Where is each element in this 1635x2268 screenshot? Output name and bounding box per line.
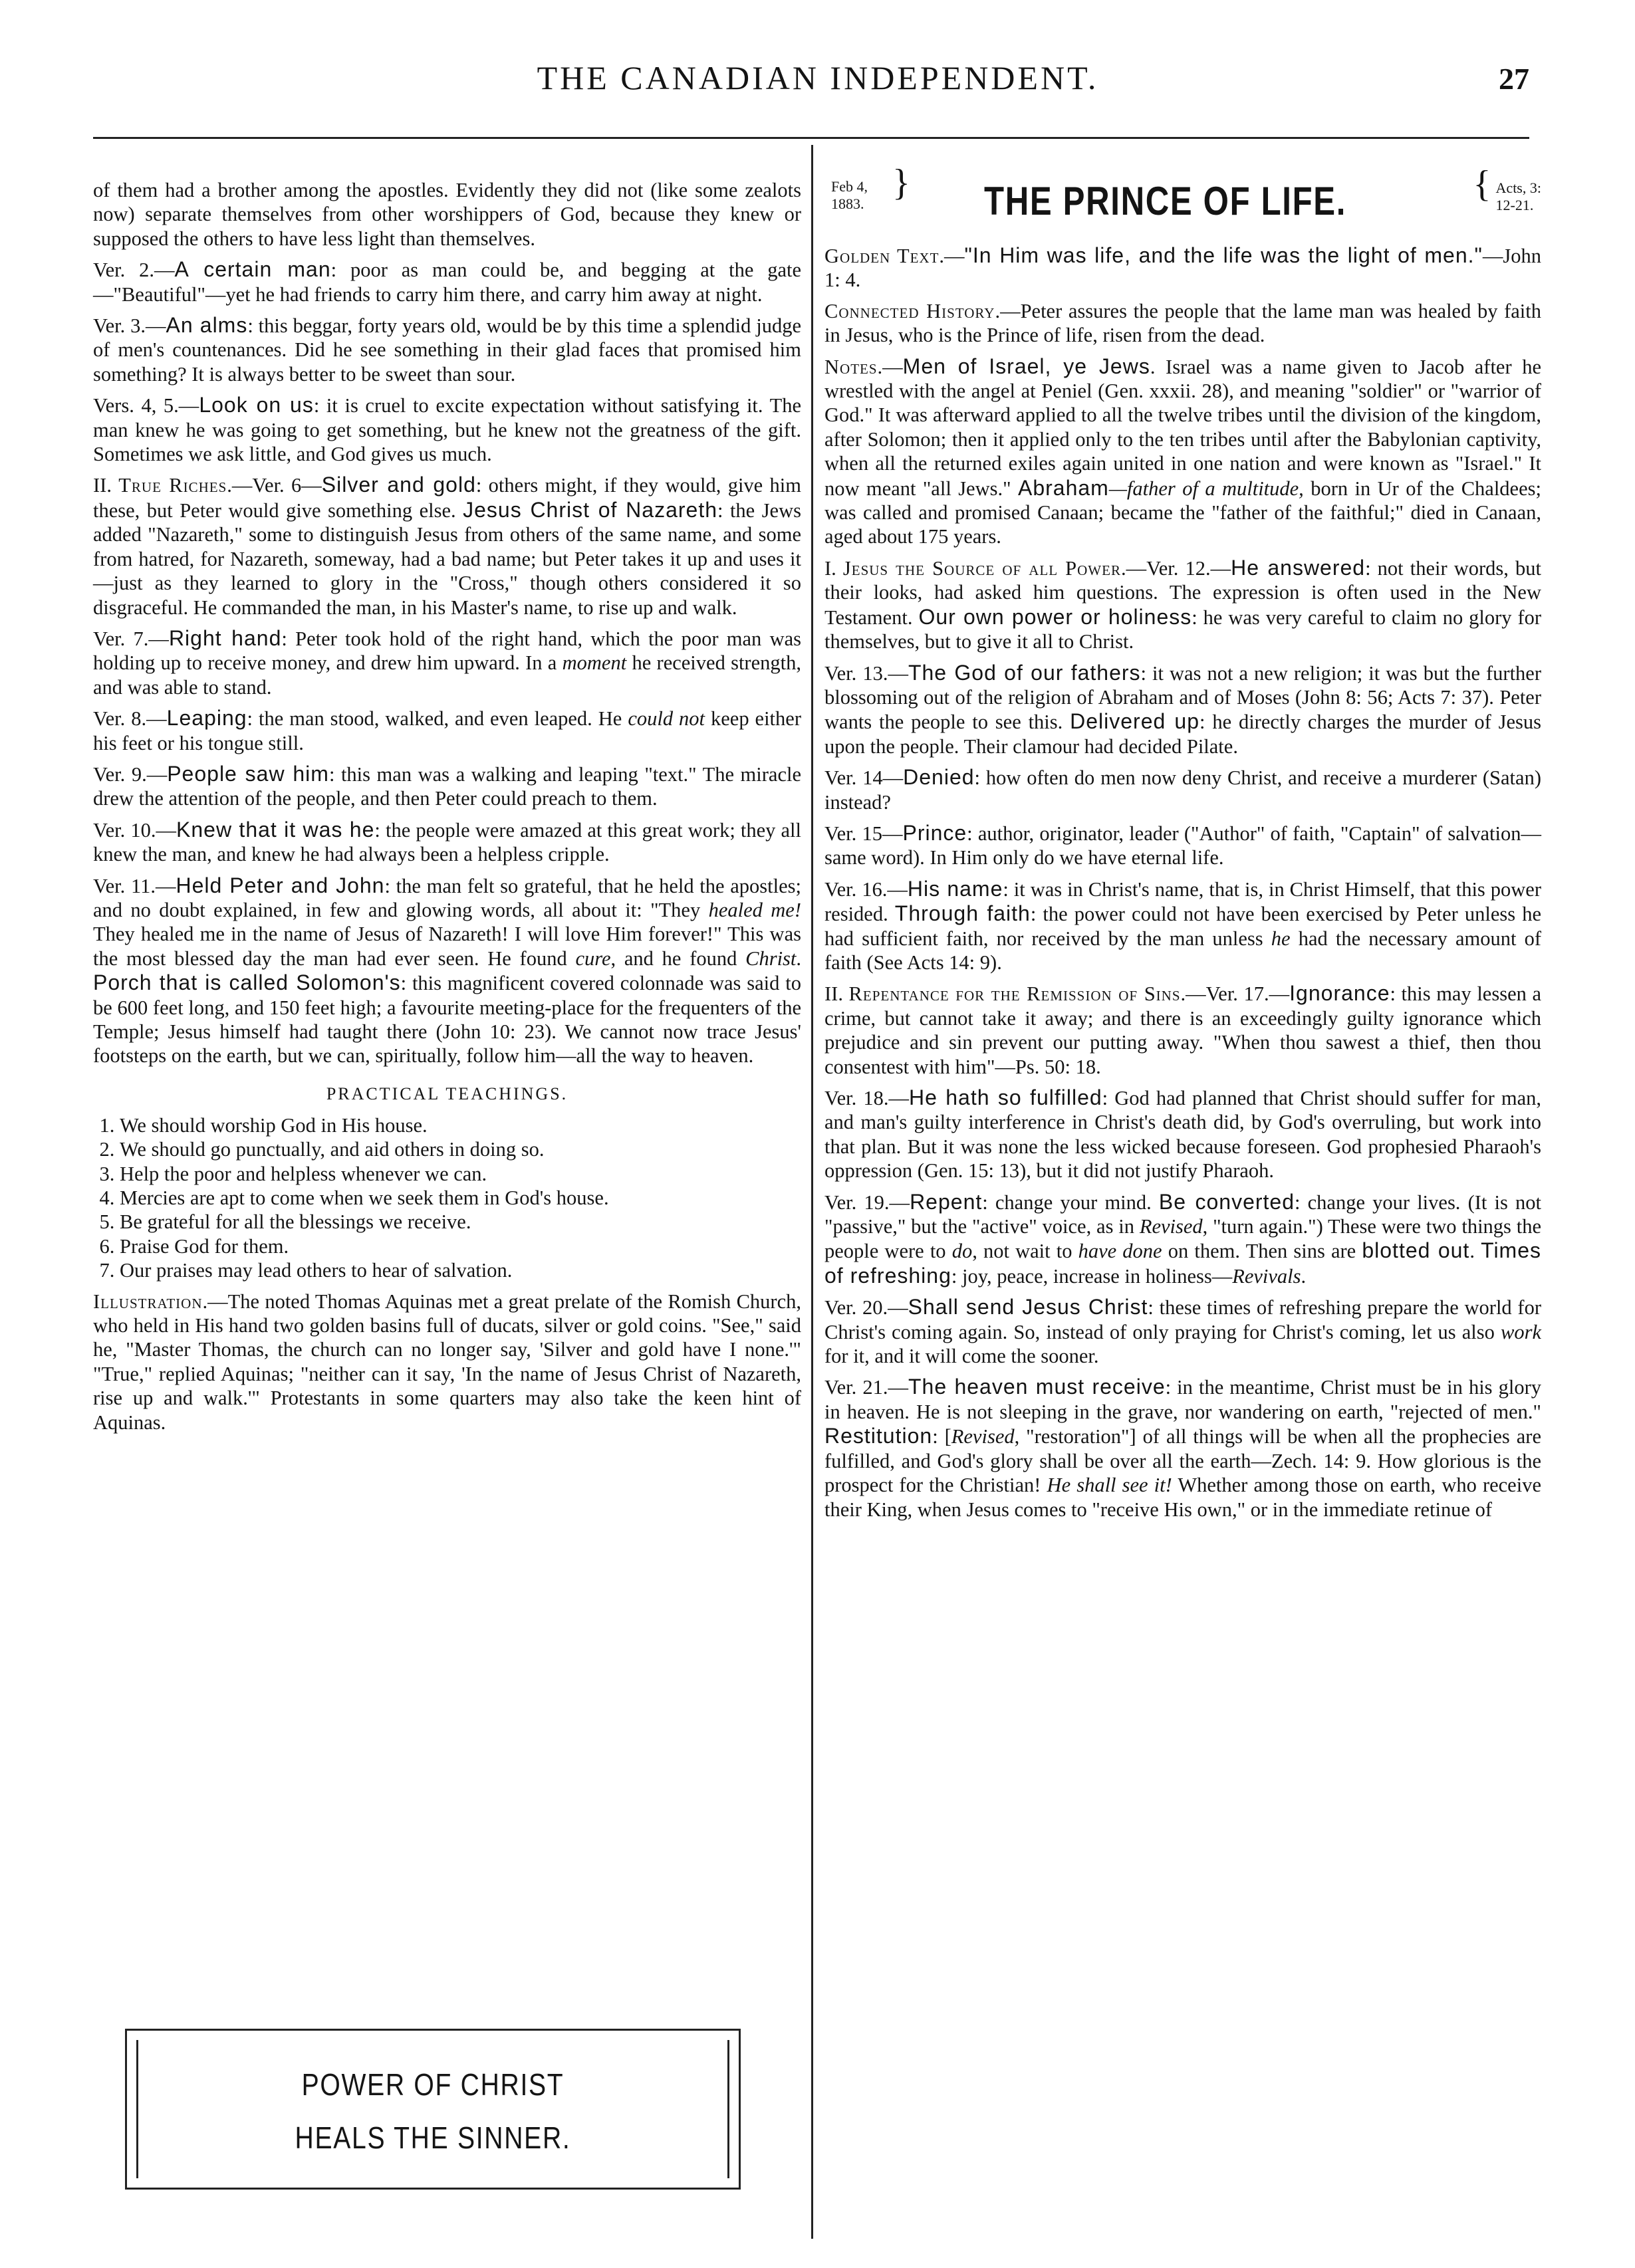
paragraph: Ver. 2.—A certain man: poor as man could be, and begging at the gate—"Beautiful"—yet he had friends to carry him there, and carry him away at night. [93, 257, 802, 306]
paragraph: Ver. 15—Prince: author, originator, leader ("Author" of faith, "Captain" of salvation—same word). In Him only do we have eternal life. [824, 820, 1541, 869]
notes-paragraph: Notes.—Men of Israel, ye Jews. Israel was a name given to Jacob after he wrestled with the angel at Peniel (Gen. xxxii. 28), and meaning "soldier" or "warrior of God." It was afterward applied to all the twelve tribes until the division of the kingdom, after Solomon; then it applied only to the ten tribes until after the Babylonian captivity, when all the returned exiles again united in one nation and were known as "Israel." It now meant "all Jews." Abraham—father of a multitude, born in Ur of the Chaldees; was called and promised Canaan; became the "father of the faithful;" died in Canaan, aged about 175 years. [824, 354, 1541, 548]
illustration-paragraph: Illustration.—The noted Thomas Aquinas met a great prelate of the Romish Church, who held in His hand two golden basins full of ducats, silver or gold coins. "See," said he, "Master Thomas, the church can no longer say, 'Silver and gold have I none.'" "True," replied Aquinas; "neither can it say, 'In the name of Jesus Christ of Nazareth, rise up and walk.'" Protestants in some quarters may also take the keen hint of Aquinas. [93, 1290, 801, 1434]
paragraph: I. Jesus the Source of all Power.—Ver. 12.—He answered: not their words, but their looks, had asked him questions. The expression is often used in the New Testament. Our own power or holiness: he was very careful to claim no glory for themselves, but to give it all to Christ. [824, 555, 1542, 653]
list-item: 5. Be grateful for all the blessings we receive. [120, 1210, 801, 1234]
left-column [93, 178, 801, 1441]
paragraph: Ver. 11.—Held Peter and John: the man felt so grateful, that he held the apostles; and no doubt explained, in few and glowing words, all about it: "They healed me! They healed me in the name of Jesus of Nazareth! I will love Him forever!" This was the most blessed day the man had ever seen. He found cure, and he found Christ. Porch that is called Solomon's: this magnificent covered colonnade was said to be 600 feet long, and 150 feet high; a favourite meeting-place for the frequenters of the Temple; Jesus himself had taught there (John 10: 23). We cannot now trace Jesus' footsteps on the earth, but we can, spiritually, follow him—all the way to heaven. [93, 873, 802, 1068]
paragraph: of them had a brother among the apostles. Evidently they did not (like some zealots now) separate themselves from other worshippers of God, because they knew or supposed the others to have less light than themselves. [93, 179, 801, 250]
left-brace-icon: { [1473, 164, 1491, 205]
journal-title: THE CANADIAN INDEPENDENT. [537, 59, 1099, 96]
page-number: 27 [1499, 62, 1529, 96]
motto-line-1: POWER OF CHRIST [301, 2067, 565, 2102]
header-rule [93, 137, 1529, 139]
right-column [824, 162, 1542, 1528]
list-item: 2. We should go punctually, and aid others in doing so. [120, 1137, 801, 1161]
paragraph: Ver. 13.—The God of our fathers: it was not a new religion; it was but the further blossoming out of the religion of Abraham and of Moses (John 8: 56; Acts 7: 37). Peter wants the people to see this. Delivered up: he directly charges the murder of Jesus upon the people. Their clamour had decided Pilate. [824, 660, 1542, 758]
paragraph: Ver. 18.—He hath so fulfilled: God had planned that Christ should suffer for man, and man's guilty interference in Christ's death did, by God's overruling, but work into that plan. But it was none the less wicked because foreseen. God prophesied Pharaoh's oppression (Gen. 15: 13), but it did not justify Pharaoh. [824, 1085, 1541, 1183]
paragraph: Ver. 20.—Shall send Jesus Christ: these times of refreshing prepare the world for Christ's coming again. So, instead of only praying for Christ's coming, let us also work for it, and it will come the sooner. [824, 1295, 1541, 1368]
paragraph: Ver. 16.—His name: it was in Christ's name, that is, in Christ Himself, that this power resided. Through faith: the power could not have been exercised by Peter unless he had sufficient faith, nor received by the man unless he had the necessary amount of faith (See Acts 14: 9). [824, 876, 1542, 974]
right-brace-icon: } [892, 162, 910, 203]
paragraph: Ver. 19.—Repent: change your mind. Be converted: change your lives. (It is not "passive," but the "active" voice, as in Revised, "turn again.") These were two things the people were to do, not wait to have done on them. Then sins are blotted out. Times of refreshing: joy, peace, increase in holiness—Revivals. [824, 1189, 1541, 1288]
column-divider [811, 145, 813, 2239]
running-head [93, 53, 1543, 113]
paragraph: Ver. 3.—An alms: this beggar, forty years old, would be by this time a splendid judge of men's countenances. Did he see something in their glad faces that promised him something? It is always better to be sweet than sour. [93, 313, 801, 386]
list-item: 3. Help the poor and helpless whenever we can. [120, 1162, 801, 1186]
list-item: 6. Praise God for them. [120, 1234, 801, 1258]
motto-line-2: HEALS THE SINNER. [295, 2120, 571, 2155]
paragraph: Ver. 21.—The heaven must receive: in the meantime, Christ must be in his glory in heaven. He is not sleeping in the grave, nor wandering on earth, "rejected of men." Restitution: [Revised, "restoration"] of all things will be when all the prophecies are fulfilled, and God's glory shall be over all the earth—Zech. 14: 9. How glorious is the prospect for the Christian! He shall see it! Whether among those on earth, who receive their King, when Jesus comes to "receive His own," or in the immediate retinue of [824, 1375, 1541, 1521]
paragraph: Ver. 7.—Right hand: Peter took hold of the right hand, which the poor man was holding up to receive money, and drew him upward. In a moment he received strength, and was able to stand. [93, 625, 801, 699]
golden-text: Golden Text.—"In Him was life, and the life was the light of men."—John 1: 4. [824, 243, 1541, 292]
teachings-list [93, 1113, 801, 1283]
connected-history: Connected History.—Peter assures the people that the lame man was healed by faith in Jesus, who is the Prince of life, risen from the dead. [824, 299, 1541, 347]
practical-teachings-heading: PRACTICAL TEACHINGS. [326, 1083, 568, 1103]
paragraph: Ver. 9.—People saw him: this man was a walking and leaping "text." The miracle drew the attention of the people, and then Peter could preach to them. [93, 761, 801, 810]
boxed-motto [125, 2029, 741, 2190]
lesson-heading [824, 162, 1541, 238]
paragraph: II. True Riches.—Ver. 6—Silver and gold: others might, if they would, give him these, but Peter would give something else. Jesus Christ of Nazareth: the Jews added "Nazareth," some to distinguish Jesus from others of the same name, and some from hatred, for Nazareth, someway, had a bad name; but Peter takes it up and uses it—just as they learned to glory in the "Cross," though others considered it so disgraceful. He commanded the man, in his Master's name, to rise up and walk. [93, 473, 801, 619]
paragraph: Ver. 8.—Leaping: the man stood, walked, and even leaped. He could not keep either his feet or his tongue still. [93, 706, 801, 754]
paragraph: Ver. 14—Denied: how often do men now deny Christ, and receive a murderer (Satan) instead? [824, 765, 1541, 814]
list-item: 7. Our praises may lead others to hear of salvation. [120, 1258, 801, 1282]
paragraph: Ver. 10.—Knew that it was he: the people were amazed at this great work; they all knew the man, and knew he had always been a helpless cripple. [93, 817, 801, 866]
scripture-reference: { Acts, 3: 12-21. [1473, 164, 1541, 213]
lesson-title: THE PRINCE OF LIFE. [984, 179, 1347, 223]
list-item: 1. We should worship God in His house. [120, 1113, 801, 1137]
lesson-date: Feb 4, 1883. } [831, 162, 910, 212]
paragraph: Vers. 4, 5.—Look on us: it is cruel to excite expectation without satisfying it. The man knew he was going to get something, but he knew not the greatness of the gift. Sometimes we ask little, and God gives us much. [93, 393, 801, 466]
paragraph: II. Repentance for the Remission of Sins.—Ver. 17.—Ignorance: this may lessen a crime, but cannot take it away; and there is an exceedingly guilty ignorance which prejudice and sin prevent our putting away. "When thou sawest a thief, then thou consentest with him"—Ps. 50: 18. [824, 981, 1541, 1078]
list-item: 4. Mercies are apt to come when we seek them in God's house. [120, 1186, 801, 1210]
